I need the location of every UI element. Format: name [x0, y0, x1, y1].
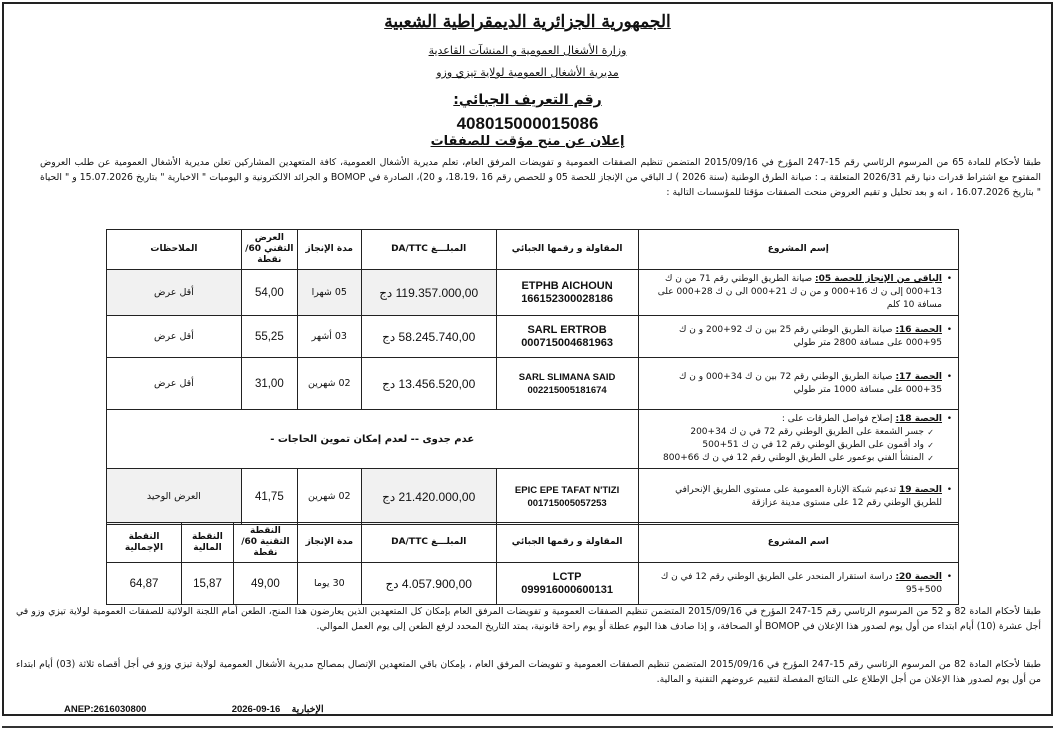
lot-label: الحصة 19 — [899, 484, 942, 495]
amount-cell: 4.057.900,00 دج — [361, 563, 496, 605]
firm-tax-id: 166152300028186 — [521, 292, 613, 305]
firm-cell — [496, 469, 638, 525]
lot-label: الحصة 16: — [895, 324, 942, 335]
header-firm: المقاولة و رقمها الجبائي — [496, 523, 638, 563]
project-cell — [638, 563, 958, 605]
table-row — [107, 358, 959, 410]
lot-label: الحصة 20: — [895, 571, 942, 582]
table-row — [107, 270, 959, 316]
lot-description: دراسة استقرار المنحدر على الطريق الوطني رقم 12 في ن ك 500+95 — [660, 571, 942, 595]
project-cell — [638, 358, 958, 410]
project-cell — [638, 410, 958, 469]
score-cell: 55,25 — [241, 316, 297, 358]
republic-heading: الجمهورية الجزائرية الديمقراطية الشعبية — [384, 12, 671, 32]
nif-number: 408015000015086 — [456, 114, 599, 133]
amount-cell: 119.357.000,00 دج — [361, 270, 496, 316]
publication-date: 2026-09-16 — [231, 704, 281, 715]
study-award-table — [106, 522, 959, 605]
list-item: ✓ جسر الشمعة على الطريق الوطني رقم 72 في ن ك 34+200 — [645, 426, 934, 439]
table-header-row — [107, 230, 959, 270]
firm-name: EPIC EPE TAFAT N'TIZI — [514, 484, 620, 496]
unsuccessful-status: عدم جدوى -- لعدم إمكان تموين الحاجات - — [107, 410, 639, 469]
duration-cell: 02 شهرين — [297, 358, 361, 410]
anep-footer — [64, 704, 324, 715]
score-cell: 41,75 — [241, 469, 297, 525]
header-project: اسم المشروع — [638, 523, 958, 563]
firm-name: SARL SLIMANA SAID — [518, 371, 616, 383]
financial-score-cell: 15,87 — [181, 563, 233, 605]
lot-description: تدعيم شبكة الإنارة العمومية على مستوى الطريق الإنحرافي للطريق الوطني رقم 12 على مستوى مدينة عزازقة — [675, 484, 942, 508]
table-row — [107, 469, 959, 525]
ministry-heading: وزارة الأشغال العمومية و المنشآت القاعدية — [428, 44, 627, 57]
firm-name: SARL ERTROB — [527, 323, 607, 336]
remark-cell: أقل عرض — [107, 358, 242, 410]
table-row — [107, 563, 959, 605]
duration-cell: 30 يوما — [297, 563, 361, 605]
table-header-row — [107, 523, 959, 563]
header-technical: العرض التقني 60/ نقطة — [241, 230, 297, 270]
firm-tax-id: 099916000600131 — [521, 583, 613, 596]
directorate-heading: مديرية الأشغال العمومية لولاية تيزي وزو — [436, 66, 619, 79]
firm-cell — [496, 316, 638, 358]
newspaper-notice — [2, 2, 1053, 716]
header-firm: المقاولة و رقمها الجبائي — [496, 230, 638, 270]
header-financial: النقطة المالية — [181, 523, 233, 563]
score-cell: 54,00 — [241, 270, 297, 316]
notice-title: إعلان عن منح مؤقت للصفقات — [430, 134, 625, 149]
total-score-cell: 64,87 — [107, 563, 182, 605]
firm-cell — [496, 270, 638, 316]
header-total: النقطة الإجمالية — [107, 523, 182, 563]
nif-label: رقم التعريف الجبائي: — [453, 92, 602, 108]
header-remarks: الملاحظات — [107, 230, 242, 270]
firm-tax-id: 000715004681963 — [521, 336, 613, 349]
anep-reference: ANEP:2616030800 — [64, 704, 147, 715]
lot-description: صيانة الطريق الوطني رقم 25 بين ن ك 92+200 و ن ك 95+000 على مسافة 2800 متر طولي — [679, 324, 942, 348]
firm-name: LCTP — [552, 570, 582, 583]
lot-description: صيانة الطريق الوطني رقم 72 بين ن ك 34+000 و ن ك 35+000 على مسافة 1000 متر طولي — [679, 371, 942, 395]
project-cell — [638, 469, 958, 525]
amount-cell: 58.245.740,00 دج — [361, 316, 496, 358]
header-amount: المبلـــغ DA/TTC — [361, 230, 496, 270]
list-item: ✓ المنشأ الفني بوعمور على الطريق الوطني رقم 12 في ن ك 66+800 — [645, 452, 934, 465]
results-paragraph: طبقا لأحكام المادة 82 من المرسوم الرئاسي رقم 15-247 المؤرخ في 2015/09/16 المتضمن تنظيم الصفقات العمومية و تفويضات المرفق العام ، بإمكان باقي المتعهدين الإتصال بمصالح مديرية الأشغال العمومية لولاية تيزي وزو في أجل أقصاه ثلاثة (03) أيام ابتداء من أول يوم لصدور هذا الإعلان من أجل الإطلاع على النتائج المفصلة لتقييم عروضهم التقنية و المالية. — [16, 659, 1041, 685]
amount-cell: 21.420.000,00 دج — [361, 469, 496, 525]
header-duration: مدة الإنجاز — [297, 523, 361, 563]
amount-cell: 13.456.520,00 دج — [361, 358, 496, 410]
header-duration: مدة الإنجاز — [297, 230, 361, 270]
newspaper-name: الإخبارية — [291, 704, 324, 715]
lot-description: صيانة الطريق الوطني رقم 71 من ن ك 13+000 إلى ن ك 16+000 و من ن ك 21+000 الى ن ك 28+000 على مسافة 10 كلم — [657, 274, 942, 310]
page-bottom-rule — [2, 726, 1053, 728]
duration-cell: 02 شهرين — [297, 469, 361, 525]
firm-cell — [496, 563, 638, 605]
lot-label: الحصة 17: — [895, 371, 942, 382]
header-project: إسم المشروع — [638, 230, 958, 270]
project-cell — [638, 316, 958, 358]
header-amount: المبلـــغ DA/TTC — [361, 523, 496, 563]
header-technical: النقطة التقنية 60/ نقطة — [233, 523, 297, 563]
firm-name: ETPHB AICHOUN — [521, 279, 613, 292]
list-item: ✓ واد أقمون على الطريق الوطني رقم 12 في ن ك 51+500 — [645, 439, 934, 452]
table-row — [107, 410, 959, 469]
intro-paragraph: طبقا لأحكام للمادة 65 من المرسوم الرئاسي رقم 15-247 المؤرخ في 2015/09/16 المتضمن تنظيم الصفقات العمومية و تفويضات المرفق العام، تعلم مديرية الأشغال العمومية، كافة المتعهدين المشاركين تعلن مديرية الأشغال العمومية عن طلب العروض المفتوح مع اشتراط قدرات دنيا رقم 2026/31 المتعلقة بـ : صيانة الطرق الوطنية (سنة 2026 ) لـ الباقي من الإنجاز للحصة 05 و للحصص رقم 16 ،18،19، و 20)، الصادرة في BOMOP و الجرائد الالكترونية و اليوميات " الاخبارية " بتاريخ 15.07.2026 و " الحياة " بتاريخ 16.07.2026 ، انه و بعد تحليل و تقيم العروض منحت الصفقات مؤقتا للمؤسسات التالية : — [40, 157, 1042, 198]
duration-cell: 05 شهرا — [297, 270, 361, 316]
firm-tax-id: 001715005057253 — [527, 497, 607, 509]
remark-cell: أقل عرض — [107, 270, 242, 316]
lot-description: إصلاح فواصل الطرقات على : — [781, 414, 893, 424]
lot-label: الباقي من الإنجاز للحصة 05: — [815, 274, 942, 284]
firm-cell — [496, 358, 638, 410]
project-cell — [638, 270, 958, 316]
duration-cell: 03 أشهر — [297, 316, 361, 358]
remark-cell: أقل عرض — [107, 316, 242, 358]
table-row — [107, 316, 959, 358]
firm-tax-id: 002215005181674 — [527, 384, 607, 396]
technical-score-cell: 49,00 — [233, 563, 297, 605]
score-cell: 31,00 — [241, 358, 297, 410]
lot-label: الحصة 18: — [895, 414, 942, 424]
appeal-paragraph: طبقا لأحكام المادة 82 و 52 من المرسوم الرئاسي رقم 15-247 المؤرخ في 2015/09/16 المتضمن تنظيم الصفقات العمومية و تفويضات المرفق العام بإمكان كل المتعهدين الذين يعارضون هذا المنح، الطعن أمام اللجنة الولائية للصفقات العمومية لولاية تيزي وزو في أجل عشرة (10) أيام ابتداء من أول يوم لصدور هذا الإعلان في BOMOP أو الصحافة، و إذا صادف هذا اليوم عطلة أو يوم راحة قانونية، يمتد التاريخ المحدد لرفع الطعن إلى يوم العمل الموالي. — [16, 606, 1041, 632]
awards-table — [106, 229, 959, 525]
remark-cell: العرض الوحيد — [107, 469, 242, 525]
